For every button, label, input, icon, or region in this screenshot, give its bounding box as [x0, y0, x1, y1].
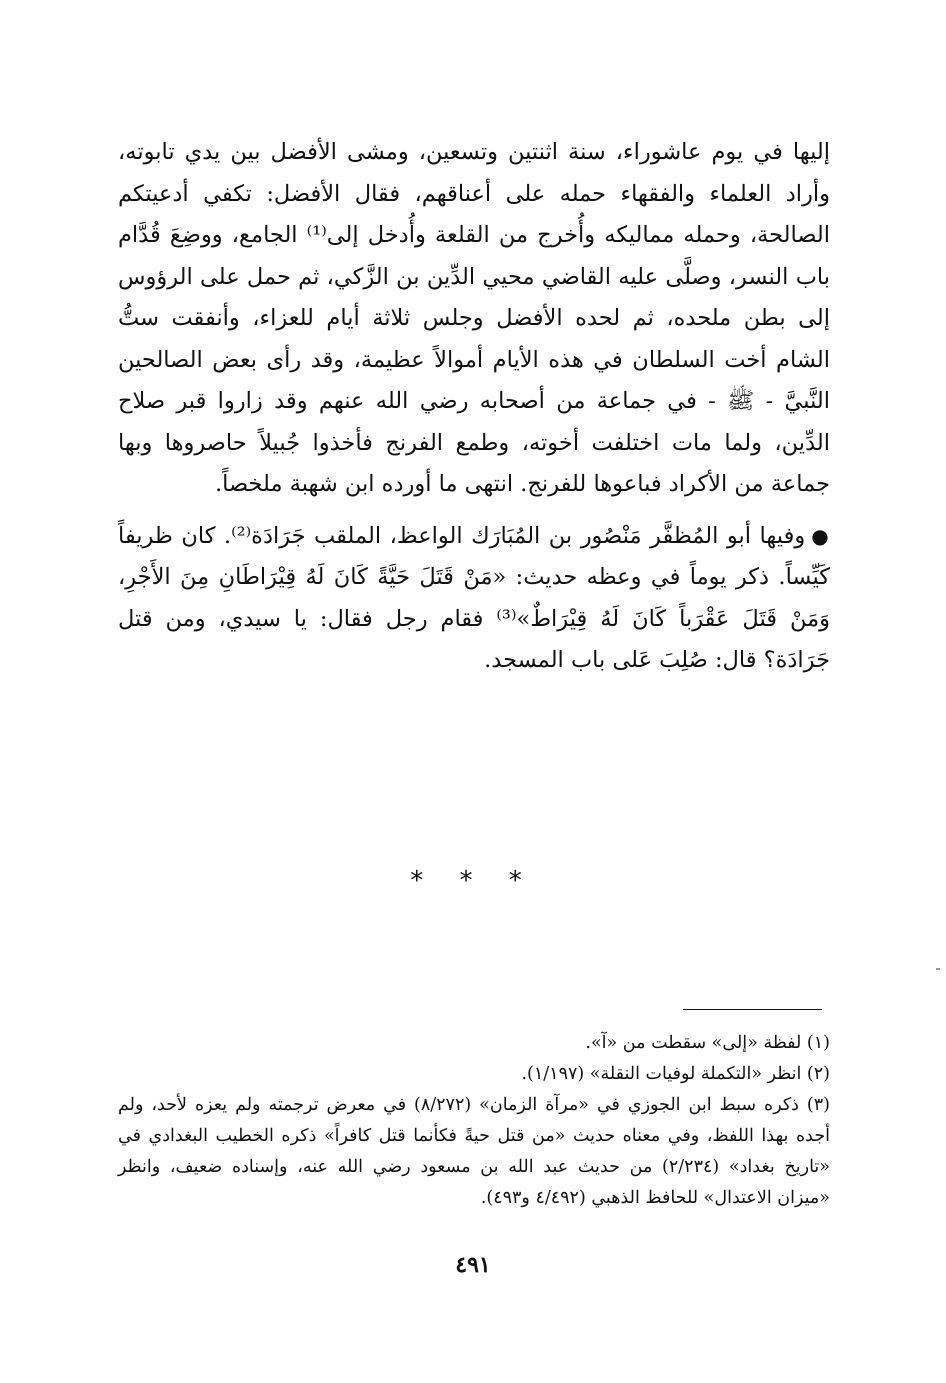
paragraph-2 [118, 516, 830, 682]
paragraph-2-text: وفيها أبو المُظفَّر مَنْصُور بن المُبَارَك الواعظ، الملقب جَرَادَة⁽²⁾. كان ظريفاً كَيِّساً. ذكر يوماً في وعظه حديث: «مَنْ قَتَلَ حَيَّةً كَانَ لَهُ قِيْرَاطَانِ مِنَ الأَجْرِ، وَمَنْ قَتَلَ عَقْرَباً كَانَ لَهُ قِيْرَاطٌ»⁽³⁾ فقام رجل فقال: يا سيدي، ومن قتل جَرَادَة؟ قال: صُلِبَ عَلى باب المسجد. [118, 522, 830, 673]
footnote-1: (١) لفظة «إلى» سقطت من «آ». [585, 1033, 830, 1053]
footnote-divider [683, 1009, 822, 1010]
footnote-3: (٣) ذكره سبط ابن الجوزي في «مرآة الزمان» (٨/٢٧٢) في معرض ترجمته ولم يعزه لأحد، ولم أجده بهذا اللفظ، وفي معناه حديث «من قتل حيةً فكأنما قتل كافراً» ذكره الخطيب البغدادي في «تاريخ بغداد» (٢/٢٣٤) من حديث عبد الله بن مسعود رضي الله عنه، وإسناده ضعيف، وانظر «ميزان الاعتدال» للحافظ الذهبي (٤/٤٩٢ و٤٩٣). [118, 1095, 830, 1208]
bullet-icon: ● [811, 523, 831, 548]
paragraph-1: إليها في يوم عاشوراء، سنة اثنتين وتسعين، ومشى الأفضل بين يدي تابوته، وأراد العلماء والفقهاء حمله على أعناقهم، فقال الأفضل: تكفي أدعيتكم الصالحة، وحمله مماليكه وأُخرج من القلعة وأُدخل إلى⁽¹⁾ الجامع، ووضِعَ قُدَّام باب النسر، وصلَّى عليه القاضي محيي الدِّين بن الزَّكي، ثم حمل على الرؤوس إلى بطن ملحده، ثم لحده الأفضل وجلس ثلاثة أيام للعزاء، وأنفقت ستُّ الشام أخت السلطان في هذه الأيام أموالاً عظيمة، وقد رأى بعض الصالحين النَّبيَّ - ﷺ - في جماعة من أصحابه رضي الله عنهم وقد زاروا قبر صلاح الدِّين، ولما مات اختلفت أخوته، وطمع الفرنج فأخذوا جُبيلاً حاصروها وبها جماعة من الأكراد فباعوها للفرنج. انتهى ما أورده ابن شهبة ملخصاً. [118, 139, 830, 497]
page-number: ٤٩١ [455, 1252, 491, 1278]
section-separator: * * * [410, 866, 536, 896]
main-text [118, 132, 830, 682]
footnote-2: (٢) انظر «التكملة لوفيات النقلة» (١/١٩٧). [521, 1064, 830, 1084]
footnotes [118, 1028, 830, 1214]
scan-artifact [936, 968, 940, 970]
